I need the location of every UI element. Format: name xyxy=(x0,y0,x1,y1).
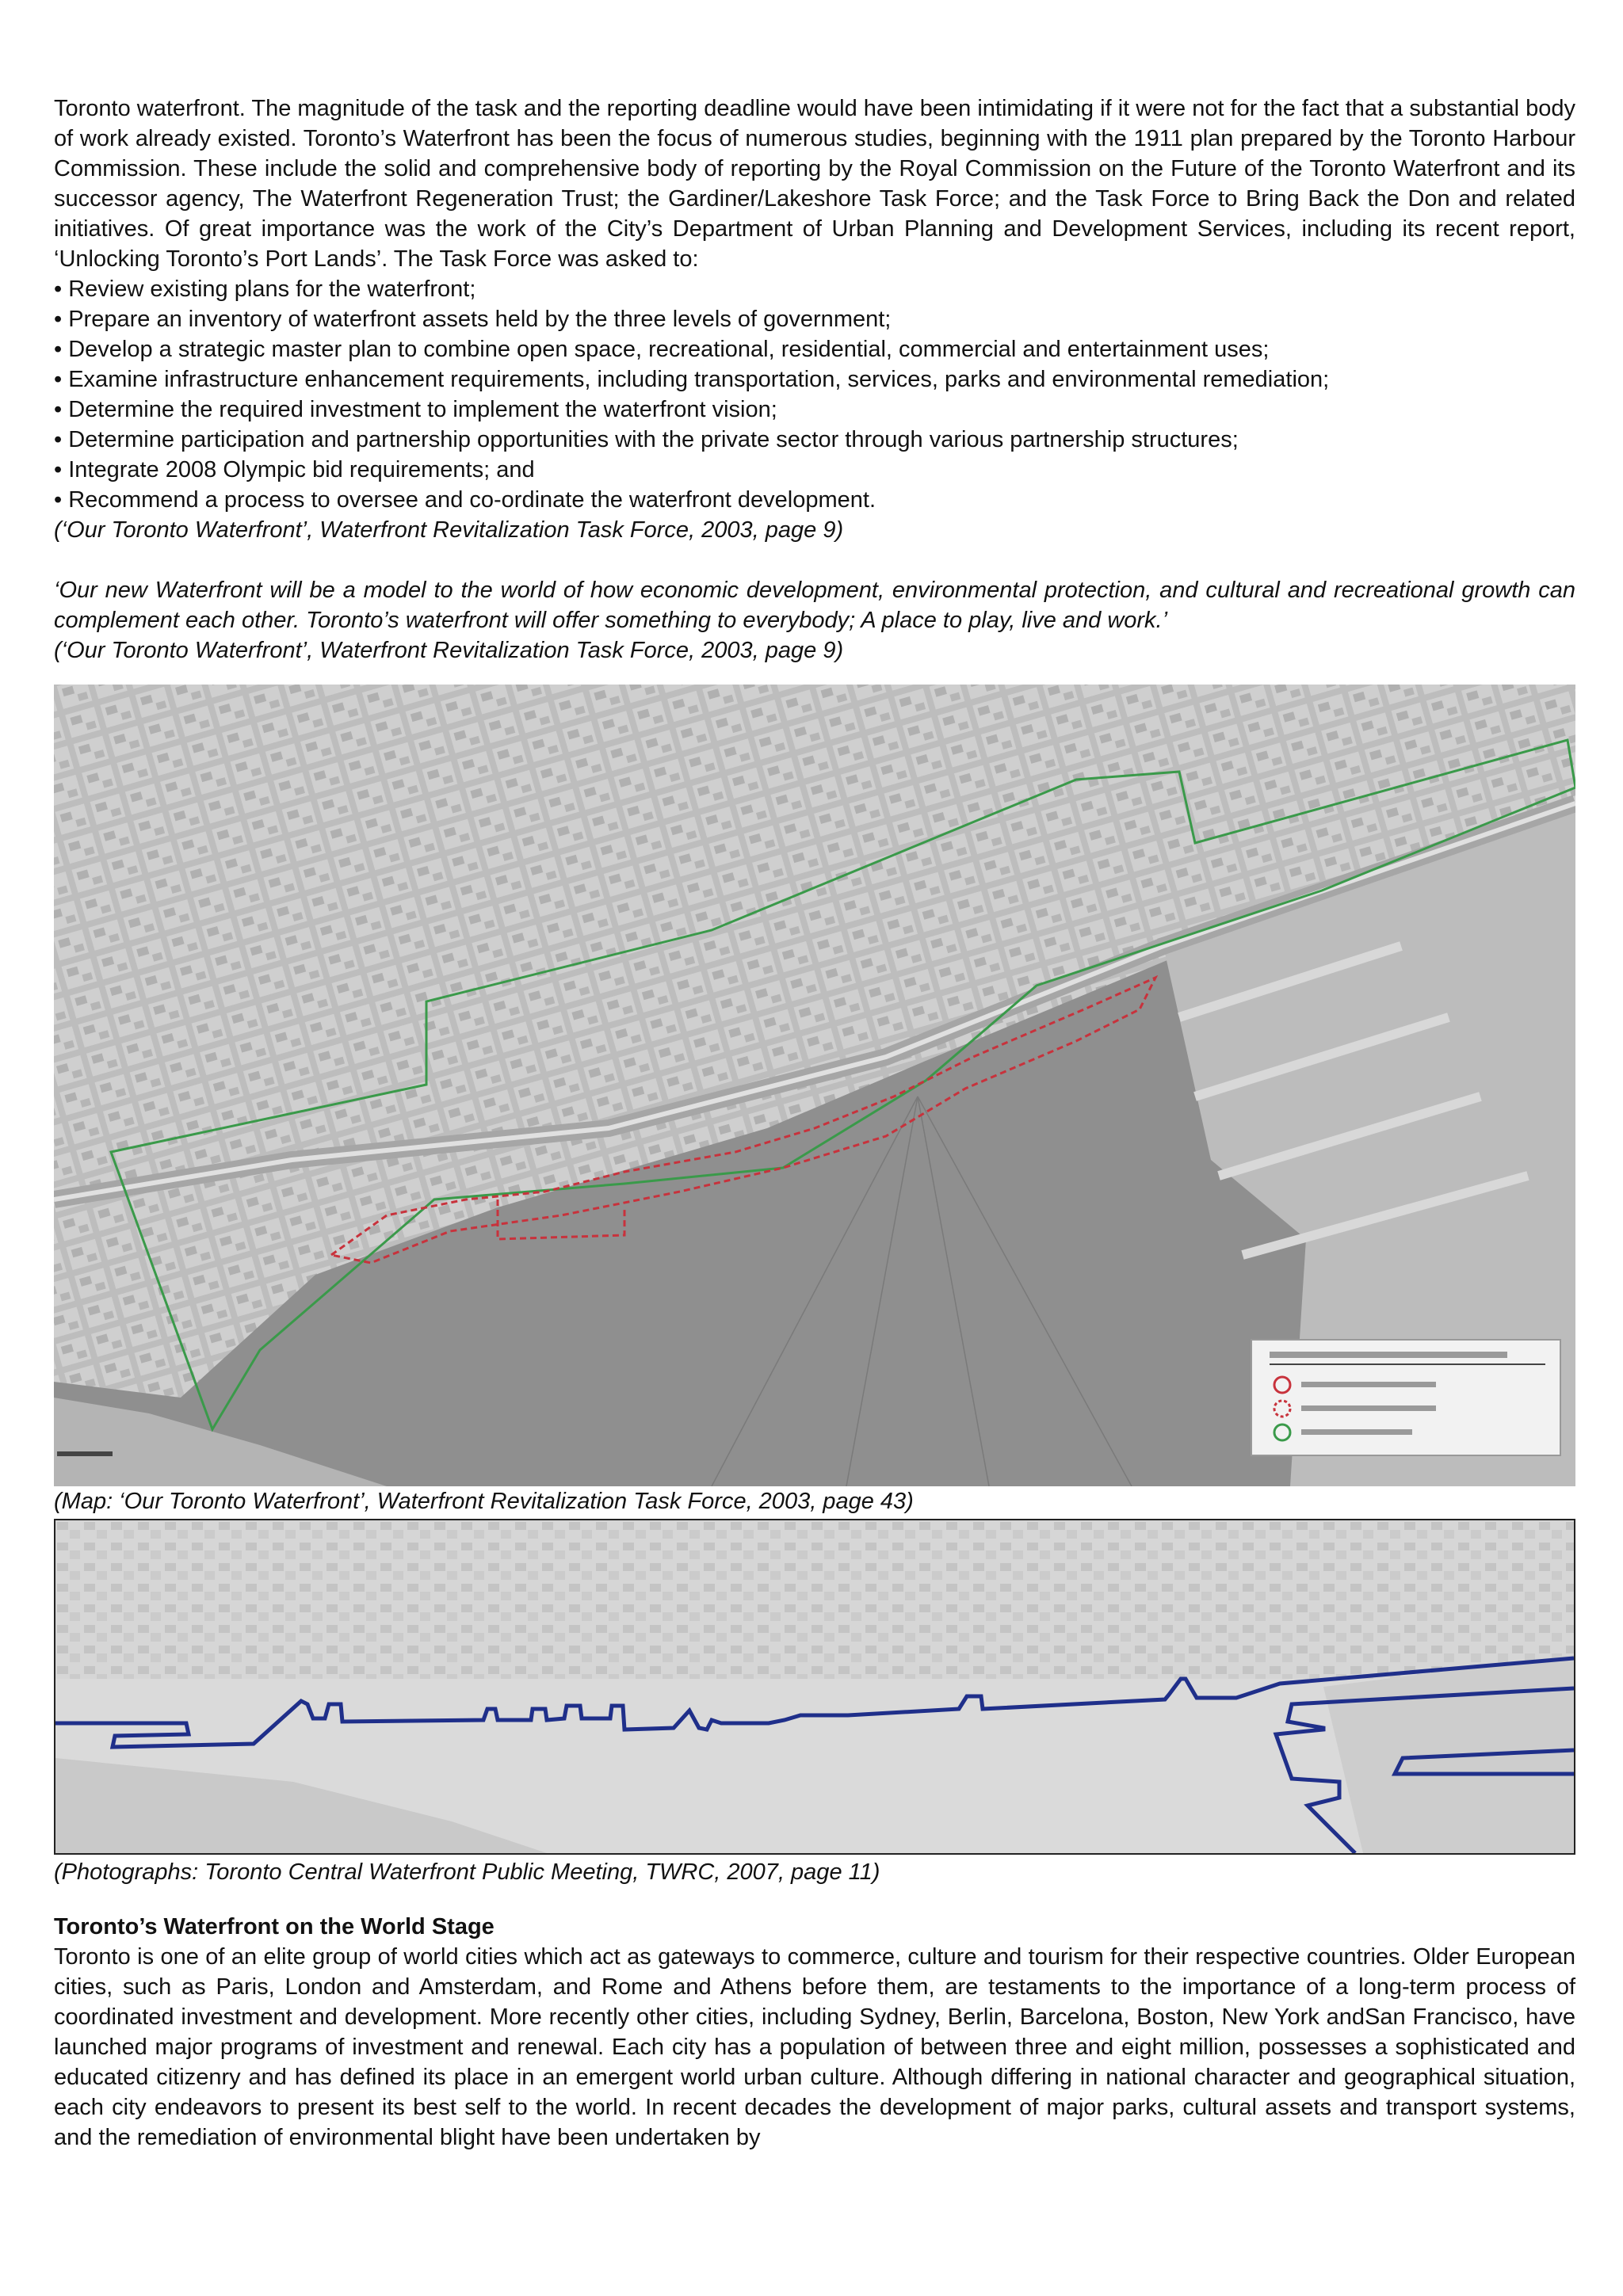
list-item: • Review existing plans for the waterfront; xyxy=(54,274,1575,304)
list-item: • Determine the required investment to implement the waterfront vision; xyxy=(54,395,1575,425)
vision-quote: ‘Our new Waterfront will be a model to the world of how economic development, environmental protection, and cultural and recreational growth can complement each other. Toronto’s waterfront will offer something to everybody; A place to play, live and work.’ xyxy=(54,578,1575,633)
list-item: • Integrate 2008 Olympic bid requirements; and xyxy=(54,455,1575,485)
task-list xyxy=(54,274,1575,515)
photo-caption: (Photographs: Toronto Central Waterfront Public Meeting, TWRC, 2007, page 11) xyxy=(54,1859,880,1885)
section-paragraph: Toronto is one of an elite group of world cities which act as gateways to commerce, culture and tourism for their respective countries. Older European cities, such as Paris, London and Amsterdam, and Rome and Athens before them, are testaments to the importance of a long-term process of coordinated investment and development. More recently other cities, including Sydney, Berlin, Barcelona, Boston, New York andSan Francisco, have launched major programs of investment and renewal. Each city has a population of between three and eight million, possesses a sophisticated and educated citizenry and has defined its place in an emergent world urban culture. Although differing in national character and geographical situation, each city endeavors to present its best self to the world. In recent decades the development of major parks, cultural assets and transport systems, and the remediation of environmental blight have been undertaken by xyxy=(54,1944,1575,2150)
list-item: • Determine participation and partnership opportunities with the private sector through various partnership structures; xyxy=(54,425,1575,455)
intro-citation: (‘Our Toronto Waterfront’, Waterfront Revitalization Task Force, 2003, page 9) xyxy=(54,517,844,543)
section-heading: Toronto’s Waterfront on the World Stage xyxy=(54,1914,495,1939)
aerial-photograph xyxy=(54,1519,1575,1855)
map-legend xyxy=(1251,1339,1561,1456)
world-stage-section xyxy=(54,1912,1575,2153)
list-item: • Recommend a process to oversee and co-ordinate the waterfront development. xyxy=(54,485,1575,515)
list-item: • Examine infrastructure enhancement requirements, including transportation, services, parks and environmental remediation; xyxy=(54,364,1575,395)
quote-citation: (‘Our Toronto Waterfront’, Waterfront Revitalization Task Force, 2003, page 9) xyxy=(54,638,844,663)
list-item: • Prepare an inventory of waterfront assets held by the three levels of government; xyxy=(54,304,1575,334)
list-item: • Develop a strategic master plan to combine open space, recreational, residential, commercial and entertainment uses; xyxy=(54,334,1575,364)
waterfront-map xyxy=(54,685,1575,1486)
map-caption: (Map: ‘Our Toronto Waterfront’, Waterfront Revitalization Task Force, 2003, page 43) xyxy=(54,1489,914,1514)
aerial-illustration xyxy=(55,1520,1574,1853)
legend-swatches xyxy=(1252,1341,1560,1455)
intro-block xyxy=(54,93,1575,666)
intro-paragraph: Toronto waterfront. The magnitude of the task and the reporting deadline would have been intimidating if it were not for the fact that a substantial body of work already existed. Toronto’s Waterfront has been the focus of numerous studies, beginning with the 1911 plan prepared by the Toronto Harbour Commission. These include the solid and comprehensive body of reporting by the Royal Commission on the Future of the Toronto Waterfront and its successor agency, The Waterfront Regeneration Trust; the Gardiner/Lakeshore Task Force; and the Task Force to Bring Back the Don and related initiatives. Of great importance was the work of the City’s Department of Urban Planning and Development Services, including its recent report, ‘Unlocking Toronto’s Port Lands’. The Task Force was asked to: xyxy=(54,96,1575,272)
